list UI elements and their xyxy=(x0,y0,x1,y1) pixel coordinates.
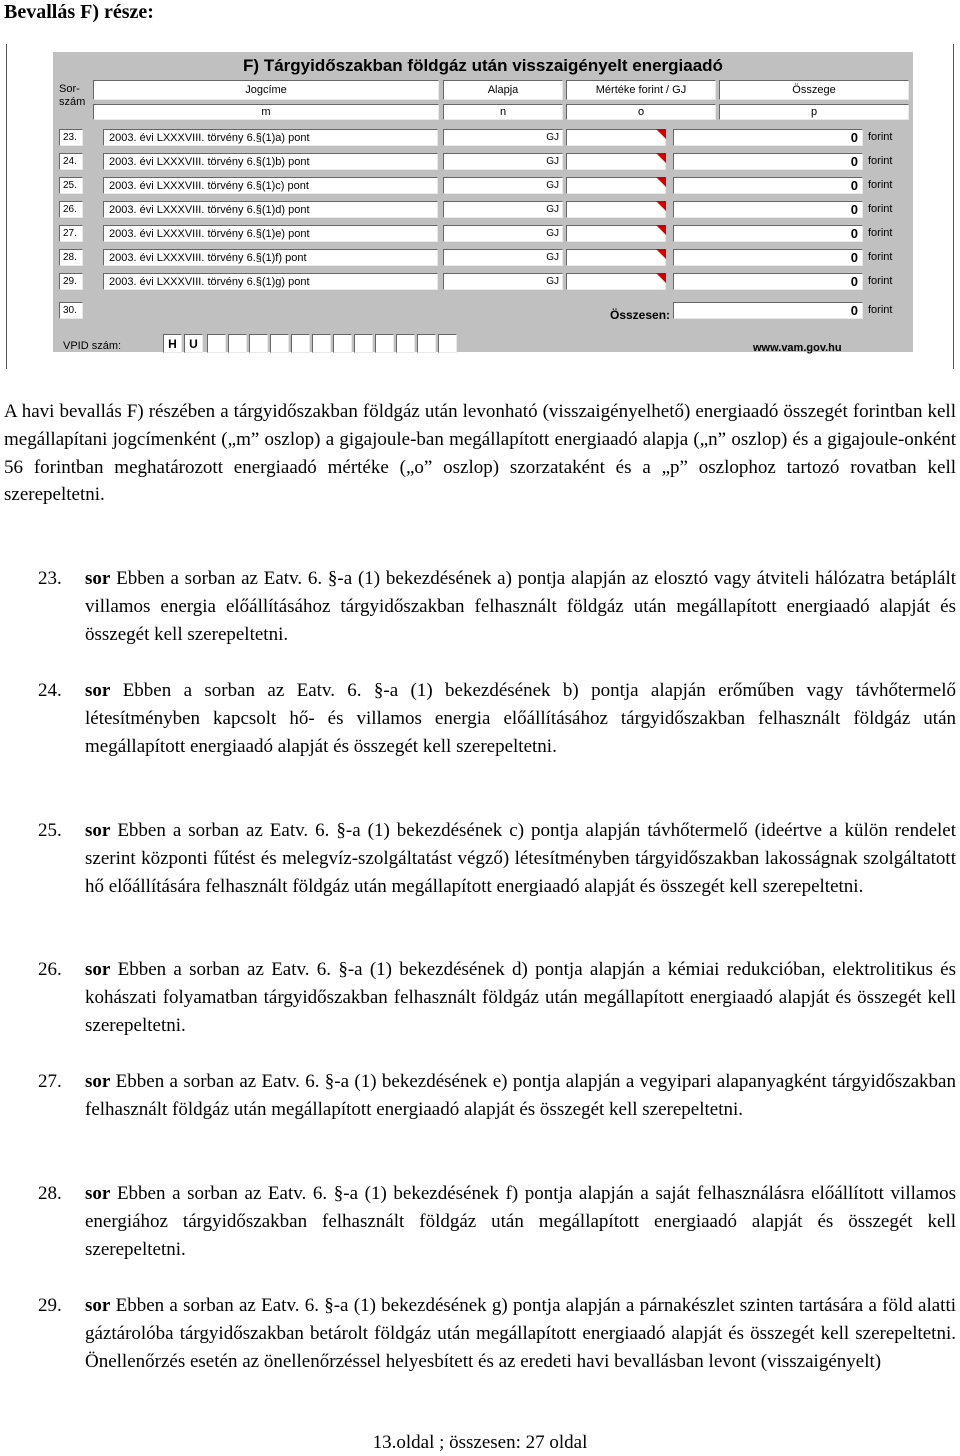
summary-total: 0 xyxy=(673,302,863,319)
jogcim-field: 2003. évi LXXXVIII. törvény 6.§(1)a) pont xyxy=(103,129,438,146)
vpid-letter-u: U xyxy=(184,334,203,353)
required-marker-icon xyxy=(656,201,666,211)
vpid-digit-input[interactable] xyxy=(312,334,331,353)
jogcim-field: 2003. évi LXXXVIII. törvény 6.§(1)e) pont xyxy=(103,225,438,242)
item-number: 26. xyxy=(38,959,62,980)
required-marker-icon xyxy=(656,249,666,259)
vpid-digit-input[interactable] xyxy=(438,334,457,353)
header-merteke-cell xyxy=(566,80,716,100)
item-number: 23. xyxy=(38,568,62,589)
osszege-output: 0 xyxy=(673,225,863,242)
jogcim-field: 2003. évi LXXXVIII. törvény 6.§(1)g) pont xyxy=(103,273,438,290)
column-letter-m: m xyxy=(261,106,271,118)
list-item xyxy=(38,565,956,648)
item-sor-label: sor xyxy=(85,680,111,701)
osszege-output: 0 xyxy=(673,129,863,146)
required-marker-icon xyxy=(656,273,666,283)
currency-label: forint xyxy=(868,155,893,167)
alapja-input[interactable]: GJ xyxy=(443,225,563,242)
osszege-output: 0 xyxy=(673,177,863,194)
merteke-input[interactable] xyxy=(566,273,666,290)
row-number: 26. xyxy=(59,201,83,218)
item-sor-label: sor xyxy=(85,820,111,841)
vpid-label: VPID szám: xyxy=(63,340,122,352)
vpid-digit-input[interactable] xyxy=(228,334,247,353)
vpid-digit-input[interactable] xyxy=(249,334,268,353)
alapja-input[interactable]: GJ xyxy=(443,177,563,194)
summary-label: Összesen: xyxy=(610,308,671,322)
vpid-digit-input[interactable] xyxy=(207,334,226,353)
alapja-input[interactable]: GJ xyxy=(443,201,563,218)
merteke-input[interactable] xyxy=(566,153,666,170)
header-sorszam-cell xyxy=(57,80,89,116)
header-sorszam: Sor- szám xyxy=(59,83,86,108)
jogcim-field: 2003. évi LXXXVIII. törvény 6.§(1)d) pont xyxy=(103,201,438,218)
osszege-output: 0 xyxy=(673,273,863,290)
item-sor-label: sor xyxy=(85,959,111,980)
item-text: Ebben a sorban az Eatv. 6. §-a (1) bekezdésének c) pontja alapján távhőtermelő (ideértve a külön rendelet szerint központi fűtést és melegvíz-szolgáltatást végző) létesítményben tárgyidőszakban lakosságnak szolgáltatott hő előállítására felhasznált földgáz után megállapított energiaadó alapját és összegét kell szerepeltetni. xyxy=(85,820,956,897)
header-alapja-cell xyxy=(443,80,563,100)
column-letter-o: o xyxy=(637,106,645,118)
row-number: 24. xyxy=(59,153,83,170)
alapja-input[interactable]: GJ xyxy=(443,249,563,266)
item-text: Ebben a sorban az Eatv. 6. §-a (1) bekezdésének d) pontja alapján a kémiai redukcióban, elektrolitikus és kohászati folyamatban tárgyidőszakban felhasznált földgáz után megállapított energiaadó alapját és összegét kell szerepeltetni. xyxy=(85,959,956,1036)
item-text: Ebben a sorban az Eatv. 6. §-a (1) bekezdésének f) pontja alapján a saját felhasználásra előállított villamos energiához tárgyidőszakban felhasznált földgáz után megállapított energiaadó alapját és összegét kell szerepeltetni. xyxy=(85,1183,956,1260)
required-marker-icon xyxy=(656,225,666,235)
currency-label: forint xyxy=(868,251,893,263)
form-image-frame xyxy=(6,44,954,369)
currency-label: forint xyxy=(868,179,893,191)
intro-paragraph: A havi bevallás F) részében a tárgyidőszakban földgáz után levonható (visszaigényelhető) energiaadó összegét forintban kell megállapítani jogcímenként („m” oszlop) a gigajoule-ban megállapított energiaadó alapja („n” oszlop) és a gigajoule-onként 56 forintban meghatározott energiaadó mértéke („o” oszlop) szorzataként és a „p” oszlophoz tartozó rovatban kell szerepeltetni. xyxy=(4,401,956,506)
currency-label: forint xyxy=(868,131,893,143)
summary-row-number: 30. xyxy=(59,302,83,319)
currency-label: forint xyxy=(868,275,893,287)
column-letter-p: p xyxy=(810,106,818,118)
alapja-input[interactable]: GJ xyxy=(443,273,563,290)
list-item xyxy=(38,817,956,900)
item-number: 24. xyxy=(38,680,62,701)
merteke-input[interactable] xyxy=(566,225,666,242)
list-item xyxy=(38,677,956,760)
column-letter-p-cell xyxy=(719,104,909,120)
vpid-digit-input[interactable] xyxy=(333,334,352,353)
column-letter-o-cell xyxy=(566,104,716,120)
header-alapja: Alapja xyxy=(487,84,519,96)
header-osszege: Összege xyxy=(792,84,836,96)
header-merteke: Mértéke forint / GJ xyxy=(595,84,687,96)
jogcim-field: 2003. évi LXXXVIII. törvény 6.§(1)c) pont xyxy=(103,177,438,194)
jogcim-field: 2003. évi LXXXVIII. törvény 6.§(1)b) pont xyxy=(103,153,438,170)
vpid-digit-input[interactable] xyxy=(354,334,373,353)
header-jogcime-cell xyxy=(93,80,439,100)
vpid-digit-input[interactable] xyxy=(396,334,415,353)
form-title: F) Tárgyidőszakban földgáz után visszaigényelt energiaadó xyxy=(243,56,723,75)
osszege-output: 0 xyxy=(673,201,863,218)
row-number: 25. xyxy=(59,177,83,194)
alapja-input[interactable]: GJ xyxy=(443,129,563,146)
summary-currency: forint xyxy=(868,304,893,316)
item-text: Ebben a sorban az Eatv. 6. §-a (1) bekezdésének e) pontja alapján a vegyipari alapanyagként tárgyidőszakban felhasznált földgáz után megállapított energiaadó alapját és összegét kell szerepeltetni. xyxy=(85,1071,956,1120)
item-number: 28. xyxy=(38,1183,62,1204)
item-sor-label: sor xyxy=(85,1295,111,1316)
osszege-output: 0 xyxy=(673,153,863,170)
merteke-input[interactable] xyxy=(566,177,666,194)
merteke-input[interactable] xyxy=(566,249,666,266)
item-sor-label: sor xyxy=(85,568,111,589)
osszege-output: 0 xyxy=(673,249,863,266)
jogcim-field: 2003. évi LXXXVIII. törvény 6.§(1)f) pont xyxy=(103,249,438,266)
vpid-digit-input[interactable] xyxy=(270,334,289,353)
list-item xyxy=(38,1180,956,1263)
row-number: 29. xyxy=(59,273,83,290)
merteke-input[interactable] xyxy=(566,129,666,146)
column-letter-m-cell xyxy=(93,104,439,120)
vpid-letter-h: H xyxy=(163,334,182,353)
item-number: 25. xyxy=(38,820,62,841)
item-sor-label: sor xyxy=(85,1071,111,1092)
item-number: 27. xyxy=(38,1071,62,1092)
row-number: 27. xyxy=(59,225,83,242)
column-letter-n: n xyxy=(499,106,507,118)
item-text: Ebben a sorban az Eatv. 6. §-a (1) bekezdésének a) pontja alapján az elosztó vagy átviteli hálózatra betáplált villamos energia előállításához tárgyidőszakban felhasznált földgáz után megállapított energiaadó alapját és összegét kell szerepeltetni. xyxy=(85,568,956,645)
page-footer: 13.oldal ; összesen: 27 oldal xyxy=(372,1432,588,1453)
merteke-input[interactable] xyxy=(566,201,666,218)
row-number: 23. xyxy=(59,129,83,146)
header-jogcime: Jogcíme xyxy=(245,84,287,96)
column-letter-n-cell xyxy=(443,104,563,120)
currency-label: forint xyxy=(868,227,893,239)
item-text: Ebben a sorban az Eatv. 6. §-a (1) bekezdésének g) pontja alapján a párnakészlet szinten tartására a föld alatti gáztárolóba tárgyidőszakban betárolt földgáz után megállapított energiaadó alapját és összegét kell szerepeltetni. Önellenőrzés esetén az önellenőrzéssel helyesbített és az eredeti havi bevallásban levont (visszaigényelt) xyxy=(85,1295,956,1372)
alapja-input[interactable]: GJ xyxy=(443,153,563,170)
list-item xyxy=(38,1068,956,1124)
vpid-digit-input[interactable] xyxy=(417,334,436,353)
required-marker-icon xyxy=(656,153,666,163)
vpid-digit-input[interactable] xyxy=(291,334,310,353)
list-item xyxy=(38,956,956,1039)
form-f-section xyxy=(53,52,913,352)
item-text: Ebben a sorban az Eatv. 6. §-a (1) bekezdésének b) pontja alapján erőműben vagy távhőtermelő létesítményben kapcsolt hő- és villamos energia előállításához tárgyidőszakban felhasznált földgáz után megállapított energiaadó alapját és összegét kell szerepeltetni. xyxy=(85,680,956,757)
website-link[interactable]: www.vam.gov.hu xyxy=(753,342,842,354)
page-heading: Bevallás F) része: xyxy=(4,1,154,23)
required-marker-icon xyxy=(656,129,666,139)
currency-label: forint xyxy=(868,203,893,215)
header-osszege-cell xyxy=(719,80,909,100)
row-number: 28. xyxy=(59,249,83,266)
list-item xyxy=(38,1292,956,1375)
vpid-digit-input[interactable] xyxy=(375,334,394,353)
item-number: 29. xyxy=(38,1295,62,1316)
required-marker-icon xyxy=(656,177,666,187)
item-sor-label: sor xyxy=(85,1183,111,1204)
